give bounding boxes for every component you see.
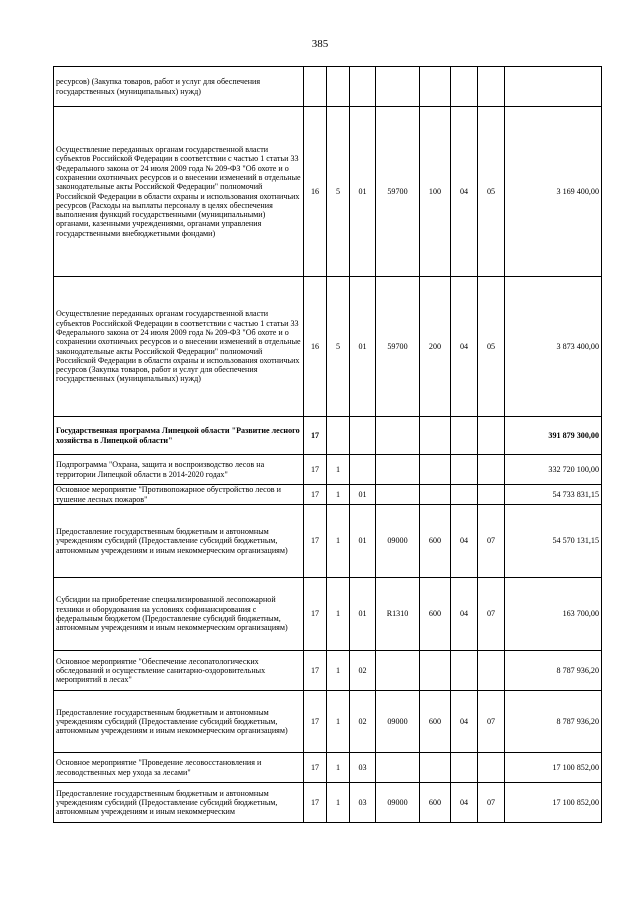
subprogram-code-cell: 1 [327, 753, 350, 783]
direction-code-cell [376, 455, 420, 485]
expense-type-cell [420, 417, 451, 455]
expense-type-cell: 600 [420, 505, 451, 578]
subsection-cell: 05 [478, 277, 505, 417]
amount-cell [505, 67, 602, 107]
subsection-cell [478, 753, 505, 783]
description-cell: Основное мероприятие "Проведение лесовосстановления и лесоводственных мер ухода за лесами" [54, 753, 304, 783]
expense-type-cell: 100 [420, 107, 451, 277]
amount-cell: 163 700,00 [505, 578, 602, 651]
program-code-cell: 17 [304, 578, 327, 651]
subprogram-code-cell: 1 [327, 485, 350, 505]
expense-type-cell [420, 455, 451, 485]
program-code-cell: 17 [304, 455, 327, 485]
description-cell: Предоставление государственным бюджетным и автономным учреждениям субсидий (Предоставление субсидий бюджетным, автономным учреждениям и иным некоммерческим организациям) [54, 691, 304, 753]
direction-code-cell: 59700 [376, 277, 420, 417]
description-cell: ресурсов) (Закупка товаров, работ и услуг для обеспечения государственных (муниципальных) нужд) [54, 67, 304, 107]
description-cell: Предоставление государственным бюджетным и автономным учреждениям субсидий (Предоставление субсидий бюджетным, автономным учреждениям и иным некоммерческим [54, 783, 304, 823]
expense-type-cell: 200 [420, 277, 451, 417]
subsection-cell [478, 67, 505, 107]
expense-type-cell [420, 753, 451, 783]
program-code-cell: 17 [304, 485, 327, 505]
subsection-cell [478, 417, 505, 455]
subprogram-code-cell: 1 [327, 783, 350, 823]
table-row [54, 691, 602, 753]
expense-type-cell [420, 651, 451, 691]
section-cell: 04 [451, 691, 478, 753]
subprogram-code-cell: 1 [327, 455, 350, 485]
program-code-cell: 16 [304, 277, 327, 417]
activity-code-cell: 03 [350, 753, 376, 783]
description-cell: Государственная программа Липецкой области "Развитие лесного хозяйства в Липецкой области" [54, 417, 304, 455]
description-cell: Подпрограмма "Охрана, защита и воспроизводство лесов на территории Липецкой области в 2014-2020 годах" [54, 455, 304, 485]
description-cell: Основное мероприятие "Противопожарное обустройство лесов и тушение лесных пожаров" [54, 485, 304, 505]
amount-cell: 332 720 100,00 [505, 455, 602, 485]
amount-cell: 17 100 852,00 [505, 753, 602, 783]
section-cell: 04 [451, 578, 478, 651]
budget-table [53, 66, 602, 823]
budget-table-body [54, 67, 602, 823]
subsection-cell: 07 [478, 578, 505, 651]
direction-code-cell: 09000 [376, 691, 420, 753]
subsection-cell [478, 651, 505, 691]
table-row [54, 277, 602, 417]
activity-code-cell [350, 67, 376, 107]
section-cell [451, 651, 478, 691]
direction-code-cell [376, 417, 420, 455]
table-row [54, 783, 602, 823]
subprogram-code-cell: 5 [327, 277, 350, 417]
program-code-cell: 17 [304, 505, 327, 578]
table-row [54, 67, 602, 107]
program-code-cell: 17 [304, 783, 327, 823]
subsection-cell: 07 [478, 691, 505, 753]
amount-cell: 17 100 852,00 [505, 783, 602, 823]
activity-code-cell: 03 [350, 783, 376, 823]
program-code-cell: 17 [304, 651, 327, 691]
subprogram-code-cell: 1 [327, 691, 350, 753]
amount-cell: 8 787 936,20 [505, 691, 602, 753]
direction-code-cell [376, 485, 420, 505]
amount-cell: 3 873 400,00 [505, 277, 602, 417]
section-cell: 04 [451, 783, 478, 823]
direction-code-cell: 09000 [376, 783, 420, 823]
subprogram-code-cell [327, 67, 350, 107]
activity-code-cell: 01 [350, 107, 376, 277]
description-cell: Субсидии на приобретение специализированной лесопожарной техники и оборудования на условиях софинансирования с федеральным бюджетом (Предоставление субсидий бюджетным, автономным учреждениям и иным некоммерческим организациям) [54, 578, 304, 651]
subprogram-code-cell: 5 [327, 107, 350, 277]
amount-cell: 54 570 131,15 [505, 505, 602, 578]
amount-cell: 391 879 300,00 [505, 417, 602, 455]
table-row [54, 578, 602, 651]
direction-code-cell: 09000 [376, 505, 420, 578]
subprogram-code-cell: 1 [327, 505, 350, 578]
direction-code-cell [376, 651, 420, 691]
description-cell: Осуществление переданных органам государственной власти субъектов Российской Федерации в соответствии с частью 1 статьи 33 Федерального закона от 24 июля 2009 года № 209-ФЗ "Об охоте и о сохранении охотничьих ресурсов и о внесении изменений в отдельные законодательные акты Российской Федерации" полномочий Российской Федерации в области охраны и использования охотничьих ресурсов (Закупка товаров, работ и услуг для обеспечения государственных (муниципальных) нужд) [54, 277, 304, 417]
section-cell [451, 485, 478, 505]
description-cell: Предоставление государственным бюджетным и автономным учреждениям субсидий (Предоставление субсидий бюджетным, автономным учреждениям и иным некоммерческим организациям) [54, 505, 304, 578]
subsection-cell [478, 485, 505, 505]
section-cell: 04 [451, 107, 478, 277]
activity-code-cell: 01 [350, 578, 376, 651]
amount-cell: 3 169 400,00 [505, 107, 602, 277]
description-cell: Осуществление переданных органам государственной власти субъектов Российской Федерации в соответствии с частью 1 статьи 33 Федерального закона от 24 июля 2009 года № 209-ФЗ "Об охоте и о сохранении охотничьих ресурсов и о внесении изменений в отдельные законодательные акты Российской Федерации" полномочий Российской Федерации в области охраны и использования охотничьих ресурсов (Расходы на выплаты персоналу в целях обеспечения выполнения функций государственными (муниципальными) органами, казенными учреждениями, органами управления государственными внебюджетными фондами) [54, 107, 304, 277]
activity-code-cell: 01 [350, 277, 376, 417]
amount-cell: 54 733 831,15 [505, 485, 602, 505]
activity-code-cell [350, 455, 376, 485]
expense-type-cell [420, 67, 451, 107]
direction-code-cell: 59700 [376, 107, 420, 277]
direction-code-cell: R1310 [376, 578, 420, 651]
table-row [54, 417, 602, 455]
activity-code-cell: 02 [350, 691, 376, 753]
activity-code-cell: 01 [350, 485, 376, 505]
subsection-cell: 05 [478, 107, 505, 277]
table-row [54, 485, 602, 505]
subsection-cell [478, 455, 505, 485]
table-row [54, 455, 602, 485]
page-number: 385 [311, 38, 329, 50]
section-cell: 04 [451, 505, 478, 578]
subprogram-code-cell: 1 [327, 578, 350, 651]
direction-code-cell [376, 753, 420, 783]
program-code-cell: 17 [304, 753, 327, 783]
program-code-cell [304, 67, 327, 107]
description-cell: Основное мероприятие "Обеспечение лесопатологических обследований и осуществление санитарно-оздоровительных мероприятий в лесах" [54, 651, 304, 691]
section-cell [451, 455, 478, 485]
activity-code-cell [350, 417, 376, 455]
expense-type-cell: 600 [420, 691, 451, 753]
subprogram-code-cell [327, 417, 350, 455]
amount-cell: 8 787 936,20 [505, 651, 602, 691]
table-row [54, 505, 602, 578]
section-cell: 04 [451, 277, 478, 417]
subsection-cell: 07 [478, 505, 505, 578]
section-cell [451, 753, 478, 783]
direction-code-cell [376, 67, 420, 107]
expense-type-cell [420, 485, 451, 505]
expense-type-cell: 600 [420, 578, 451, 651]
table-row [54, 107, 602, 277]
section-cell [451, 417, 478, 455]
expense-type-cell: 600 [420, 783, 451, 823]
table-row [54, 753, 602, 783]
subsection-cell: 07 [478, 783, 505, 823]
activity-code-cell: 01 [350, 505, 376, 578]
section-cell [451, 67, 478, 107]
program-code-cell: 17 [304, 691, 327, 753]
subprogram-code-cell: 1 [327, 651, 350, 691]
activity-code-cell: 02 [350, 651, 376, 691]
table-row [54, 651, 602, 691]
program-code-cell: 16 [304, 107, 327, 277]
program-code-cell: 17 [304, 417, 327, 455]
